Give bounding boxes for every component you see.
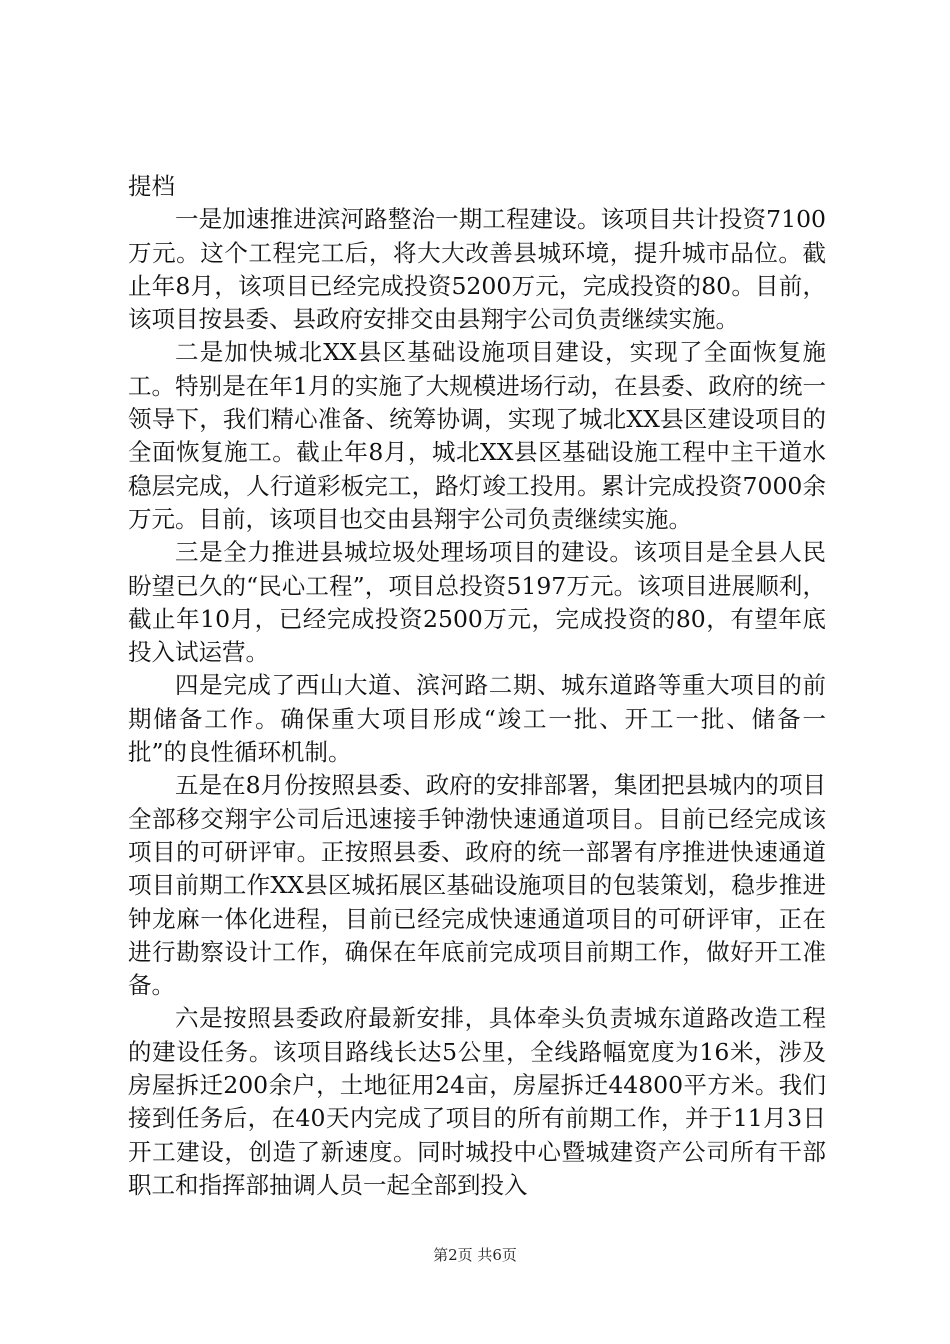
paragraph-1: 一是加速推进滨河路整治一期工程建设。该项目共计投资7100万元。这个工程完工后，将大大改善县城环境，提升城市品位。截止年8月，该项目已经完成投资5200万元，完成投资的80。目前，该项目按县委、县政府安排交由县翔宇公司负责继续实施。 [128,205,826,334]
paragraph-2: 二是加快城北XX县区基础设施项目建设，实现了全面恢复施工。特别是在年1月的实施了大规模进场行动，在县委、政府的统一领导下，我们精心准备、统筹协调，实现了城北XX县区建设项目的全面恢复施工。截止年8月，城北XX县区基础设施工程中主干道水稳层完成，人行道彩板完工，路灯竣工投用。累计完成投资7000余万元。目前，该项目也交由县翔宇公司负责继续实施。 [128,338,826,533]
paragraph-5: 五是在8月份按照县委、政府的安排部署，集团把县城内的项目全部移交翔宇公司后迅速接手钟渤快速通道项目。目前已经完成该项目的可研评审。正按照县委、政府的统一部署有序推进快速通道项目前期工作XX县区城拓展区基础设施项目的包装策划，稳步推进钟龙麻一体化进程，目前已经完成快速通道项目的可研评审，正在进行勘察设计工作，确保在年底前完成项目前期工作，做好开工准备。 [128,771,826,1000]
paragraph-4: 四是完成了西山大道、滨河路二期、城东道路等重大项目的前期储备工作。确保重大项目形成“竣工一批、开工一批、储备一批”的良性循环机制。 [128,671,826,767]
page-footer [0,1244,950,1265]
document-body [128,170,826,1202]
page-number: 第2页 共6页 [433,1246,517,1264]
paragraph-6: 六是按照县委政府最新安排，具体牵头负责城东道路改造工程的建设任务。该项目路线长达5公里，全线路幅宽度为16米，涉及房屋拆迁200余户，土地征用24亩，房屋拆迁44800平方米。我们接到任务后，在40天内完成了项目的所有前期工作，并于11月3日开工建设，创造了新速度。同时城投中心暨城建资产公司所有干部职工和指挥部抽调人员一起全部到投入 [128,1004,826,1199]
heading-line: 提档 [128,172,175,200]
paragraph-3: 三是全力推进县城垃圾处理场项目的建设。该项目是全县人民盼望已久的“民心工程”，项目总投资5197万元。该项目进展顺利，截止年10月，已经完成投资2500万元，完成投资的80，有望年底投入试运营。 [128,538,826,667]
